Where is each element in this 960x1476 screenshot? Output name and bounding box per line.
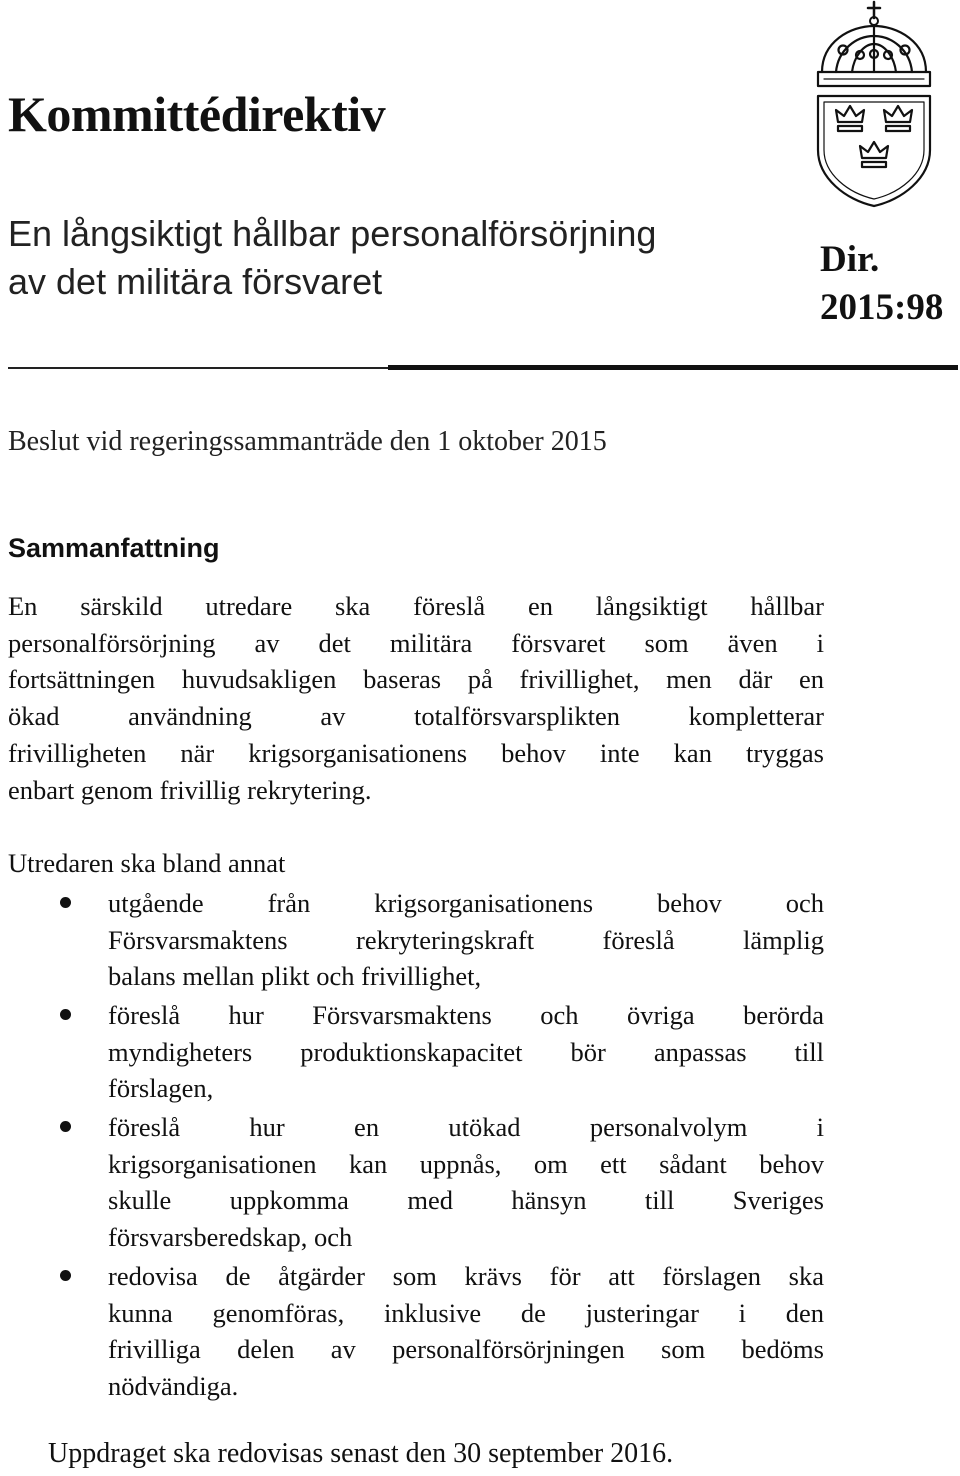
bullet-line: utgående från krigsorganisationens behov och <box>108 888 824 918</box>
header-divider-thick <box>388 365 958 370</box>
bullet-line: balans mellan plikt och frivillighet, <box>108 961 482 992</box>
summary-line: personalförsörjning av det militära försvaret som även i <box>8 627 824 658</box>
subtitle-line: En långsiktigt hållbar personalförsörjning <box>8 213 657 254</box>
summary-paragraph <box>8 588 824 808</box>
bullet-item <box>108 885 824 995</box>
directive-number <box>820 236 955 332</box>
bullet-item <box>108 997 824 1107</box>
directive-code: 2015:98 <box>820 287 944 328</box>
bullet-item <box>108 1258 824 1405</box>
summary-line: En särskild utredare ska föreslå en långsiktigt hållbar <box>8 591 824 621</box>
directive-prefix: Dir. <box>820 239 880 280</box>
bullet-dot-icon <box>60 1121 71 1132</box>
bullet-line: krigsorganisationen kan uppnås, om ett sådant behov <box>108 1148 824 1179</box>
bullet-line: försvarsberedskap, och <box>108 1222 353 1253</box>
summary-heading: Sammanfattning <box>8 533 220 563</box>
bullet-dot-icon <box>60 897 71 908</box>
bullet-line: föreslå hur en utökad personalvolym i <box>108 1112 824 1142</box>
summary-line: ökad användning av totalförsvarsplikten kompletterar <box>8 701 824 732</box>
bullet-line: nödvändiga. <box>108 1371 239 1402</box>
bullet-dot-icon <box>60 1270 71 1281</box>
document-title: Kommittédirektiv <box>8 86 386 142</box>
bullet-line: föreslå hur Försvarsmaktens och övriga berörda <box>108 1000 824 1030</box>
bullet-line: Försvarsmaktens rekryteringskraft föreslå lämplig <box>108 924 824 955</box>
bullet-line: frivilliga delen av personalförsörjningen som bedöms <box>108 1334 824 1365</box>
bullet-item <box>108 1109 824 1256</box>
decision-line: Beslut vid regeringssammanträde den 1 oktober 2015 <box>8 426 607 457</box>
bullet-line: förslagen, <box>108 1073 214 1104</box>
header-divider-thin <box>8 367 388 369</box>
bullet-dot-icon <box>60 1009 71 1020</box>
deadline-line: Uppdraget ska redovisas senast den 30 september 2016. <box>48 1438 674 1469</box>
summary-line: fortsättningen huvudsakligen baseras på frivillighet, men där en <box>8 664 824 695</box>
bullet-line: skulle uppkomma med hänsyn till Sveriges <box>108 1185 824 1216</box>
bullet-line: redovisa de åtgärder som krävs för att förslagen ska <box>108 1261 824 1291</box>
bullet-line: kunna genomföras, inklusive de justeringar i den <box>108 1297 824 1328</box>
subtitle-line: av det militära försvaret <box>8 261 383 302</box>
document-subtitle <box>8 210 656 306</box>
summary-line: frivilligheten när krigsorganisationens behov inte kan tryggas <box>8 737 824 768</box>
tasks-intro: Utredaren ska bland annat <box>8 848 286 878</box>
summary-line: enbart genom frivillig rekrytering. <box>8 774 372 805</box>
coat-of-arms-icon <box>812 0 936 212</box>
bullet-line: myndigheters produktionskapacitet bör anpassas till <box>108 1036 824 1067</box>
